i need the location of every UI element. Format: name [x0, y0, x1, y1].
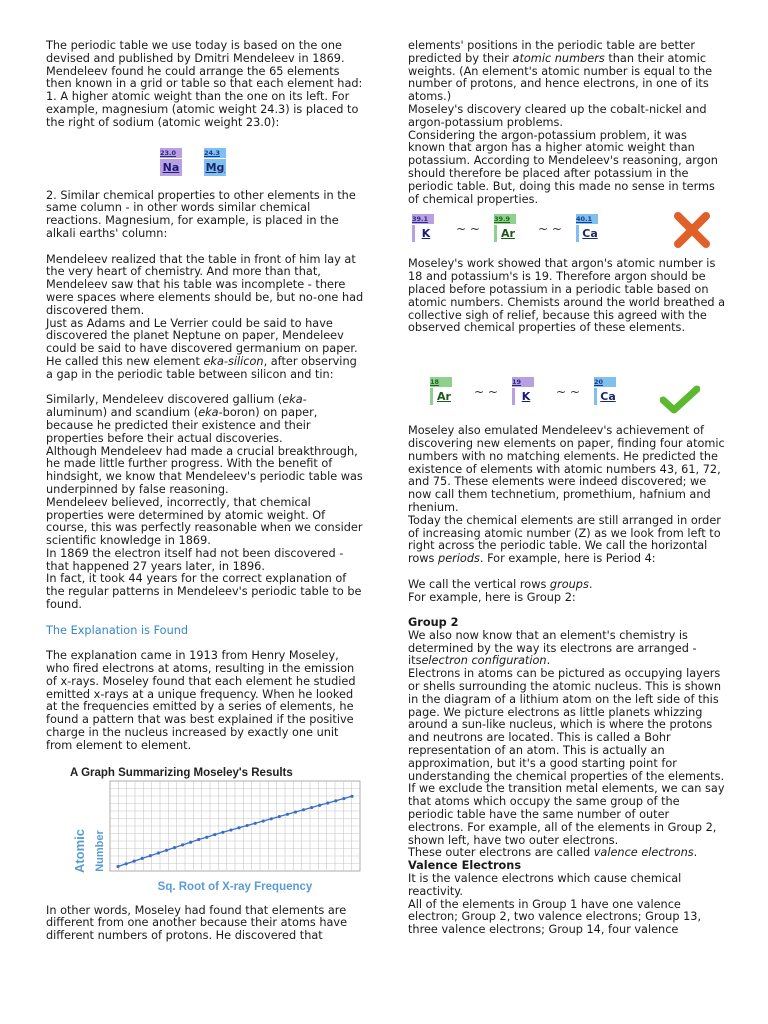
ar-k-ca-number-row: [408, 335, 726, 425]
data-point: [141, 856, 144, 859]
y-axis-label-number: Number: [94, 829, 106, 872]
element-symbol: Mg: [205, 160, 225, 174]
data-point: [197, 838, 200, 841]
data-point: [310, 806, 313, 809]
paragraph: Just as Adams and Le Verrier could be said to have discovered the planet Neptune on paper, Mendeleev could be said to have discovered germanium on paper. He called this new element eka-silicon, after observing a gap in the periodic table between silicon and tin:: [46, 316, 358, 381]
data-point: [125, 862, 128, 865]
left-column: [46, 40, 364, 943]
element-symbol: Ca: [576, 225, 601, 242]
cross-icon: [672, 210, 712, 250]
data-point: [133, 859, 136, 862]
group2-heading: Group 2: [408, 616, 459, 630]
data-point: [181, 843, 184, 846]
paragraph: Moseley also emulated Mendeleev's achievement of discovering new elements on paper, finding four atomic numbers with no matching elements. He predicted the existence of elements with atomic numbers 43, 61, 72, and 75. These elements were indeed discovered; we now call them technetium, promethium, hafnium and rhenium.: [408, 424, 725, 514]
element-symbol: K: [412, 225, 437, 242]
element-number: 19: [512, 377, 534, 387]
chart-grid: [110, 781, 360, 871]
x-axis-label: Sq. Root of X-ray Frequency: [157, 880, 313, 893]
paragraph: Today the chemical elements are still arranged in order of increasing atomic number (Z) as we look from left to right across the periodic table. We call the horizontal rows periods. For example, here is Period 4:: [408, 513, 721, 566]
paragraph: In fact, it took 44 years for the correct explanation of the regular patterns in Mendeleev's periodic table to be found.: [46, 572, 362, 612]
paragraph: Considering the argon-potassium problem, it was known that argon has a higher atomic weight than potassium. According to Mendeleev's reasoning, argon should therefore be placed after potassium in the periodic table. But, doing this made no sense in terms of chemical properties.: [408, 128, 718, 206]
element-symbol: K: [512, 388, 537, 405]
paragraph: These outer electrons are called valence electrons.: [408, 846, 698, 860]
element-tile-ar: [494, 214, 516, 242]
data-point: [262, 819, 265, 822]
data-point: [165, 848, 168, 851]
paragraph: 1. A higher atomic weight than the one on its left. For example, magnesium (atomic weight 24.3) is placed to the right of sodium (atomic weight 23.0):: [46, 90, 359, 129]
paragraph: If we exclude the transition metal elements, we can say that atoms which occupy the same group of the periodic table have the same number of outer electrons. For example, all of the elements in Group 2, shown left, have two outer electrons.: [408, 782, 725, 847]
paragraph: Similarly, Mendeleev discovered gallium (eka-aluminum) and scandium (eka-boron) on paper, because he predicted their existence and their properties before their actual discoveries.: [46, 393, 318, 445]
check-icon: [660, 385, 700, 415]
data-point: [278, 815, 281, 818]
paragraph: In 1869 the electron itself had not been discovered - that happened 27 years later, in 1896.: [46, 546, 344, 573]
element-number: 40.1: [576, 214, 598, 224]
element-tile-k: [412, 214, 434, 242]
element-number: 20: [594, 377, 616, 387]
data-point: [149, 854, 152, 857]
paragraph: We call the vertical rows groups.: [408, 577, 593, 591]
data-point: [318, 803, 321, 806]
data-point: [334, 799, 337, 802]
data-point: [116, 865, 119, 868]
element-tile-ar: [430, 377, 452, 405]
data-point: [302, 808, 305, 811]
paragraph: Electrons in atoms can be pictured as occupying layers or shells surrounding the atomic nucleus. This is shown in the diagram of a lithium atom on the left side of this page. We picture electrons as little planets whizzing around a sun-like nucleus, which is where the protons and neutrons are located. This is called a Bohr representation of an atom. This is actually an approximation, but it's a good starting point for understanding the chemical properties of the elements.: [408, 667, 725, 783]
k-ar-ca-weight-row: [408, 206, 726, 258]
chart-title: A Graph Summarizing Moseley's Results: [70, 766, 293, 779]
paragraph: Mendeleev believed, incorrectly, that chemical properties were determined by atomic weight. Of course, this was perfectly reasonable when we consider scientific knowledge in 1869.: [46, 495, 363, 548]
data-point: [173, 846, 176, 849]
data-point: [270, 817, 273, 820]
paragraph: It is the valence electrons which cause chemical reactivity.: [408, 872, 682, 898]
tilde-separator: ~ ~: [538, 222, 562, 237]
tilde-separator: ~ ~: [556, 385, 580, 400]
paragraph: Although Mendeleev had made a crucial breakthrough, he made little further progress. With the benefit of hindsight, we know that Mendeleev's periodic table was underpinned by false reasoning.: [46, 444, 363, 496]
paragraph: The explanation came in 1913 from Henry Moseley, who fired electrons at atoms, resulting in the emission of x-rays. Moseley found that each element he studied emitted x-rays at a unique frequency. When he looked at the frequencies emitted by a series of elements, he found a pattern that was best explained if the positive charge in the nucleus increased by exactly one unit from element to element.: [46, 649, 356, 752]
element-tile-ca: [576, 214, 598, 242]
paragraph: In other words, Moseley had found that elements are different from one another because their atoms have different numbers of protons. He discovered that: [46, 903, 348, 943]
element-symbol: Ar: [430, 388, 455, 405]
data-point: [326, 801, 329, 804]
paragraph: Moseley's discovery cleared up the cobalt-nickel and argon-potassium problems.: [408, 102, 707, 129]
paragraph: For example, here is Group 2:: [408, 590, 576, 604]
element-tile-k: [512, 377, 534, 405]
tilde-separator: ~ ~: [474, 385, 498, 400]
element-number: 39.9: [494, 214, 516, 224]
paragraph: All of the elements in Group 1 have one valence electron; Group 2, two valence electrons; Group 13, three valence electrons; Group 14, four valence: [408, 897, 702, 937]
data-point: [286, 812, 289, 815]
data-point: [237, 826, 240, 829]
data-point: [350, 794, 353, 797]
data-point: [294, 810, 297, 813]
atomic-weight: 24.3: [204, 148, 226, 158]
paragraph: Mendeleev realized that the table in front of him lay at the very heart of chemistry. And more than that, Mendeleev saw that his table was incomplete - there were spaces where elements should be, but no-one had discovered them.: [46, 252, 364, 317]
paragraph: elements' positions in the periodic table are better predicted by their atomic numbers than their atomic weights. (An element's atomic number is equal to the number of protons, and hence electrons, in one of its atoms.): [408, 39, 713, 104]
section-heading: The Explanation is Found: [46, 623, 189, 637]
element-tile-ca: [594, 377, 616, 405]
data-point: [189, 840, 192, 843]
paragraph: Moseley's work showed that argon's atomic number is 18 and potassium's is 19. Therefore argon should be placed before potassium in a periodic table based on atomic numbers. Chemists around the world breathed a collective sigh of relief, because this agreed with the observed chemical properties of these elements.: [408, 257, 726, 335]
na-mg-tiles: [160, 136, 364, 176]
element-symbol: Na: [160, 159, 182, 176]
y-axis-label-atomic: Atomic: [72, 828, 87, 873]
paragraph: We also now know that an element's chemistry is determined by the way its electrons are arranged - itselectron configuration.: [408, 628, 697, 668]
atomic-weight: 23.0: [160, 148, 182, 158]
data-point: [229, 828, 232, 831]
tilde-separator: ~ ~: [456, 222, 480, 237]
element-symbol: Ar: [494, 225, 519, 242]
element-number: 39.1: [412, 214, 434, 224]
element-tile-na: [160, 148, 184, 176]
element-number: 18: [430, 377, 452, 387]
data-point: [245, 824, 248, 827]
data-point: [205, 835, 208, 838]
data-point: [254, 821, 257, 824]
element-symbol: Ca: [594, 388, 619, 405]
right-column: [408, 40, 726, 937]
data-point: [221, 830, 224, 833]
data-point: [213, 833, 216, 836]
data-point: [157, 851, 160, 854]
data-point: [342, 797, 345, 800]
paragraph: 2. Similar chemical properties to other elements in the same column - in other words similar chemical reactions. Magnesium, for example, is placed in the alkali earths' column:: [46, 188, 356, 240]
paragraph: The periodic table we use today is based on the one devised and published by Dmitri Mendeleev in 1869. Mendeleev found he could arrange the 65 elements then known in a grid or table so that each element had:: [46, 39, 363, 91]
element-tile-mg: [204, 148, 228, 176]
valence-heading: Valence Electrons: [408, 859, 522, 873]
moseley-graph: [46, 767, 364, 893]
